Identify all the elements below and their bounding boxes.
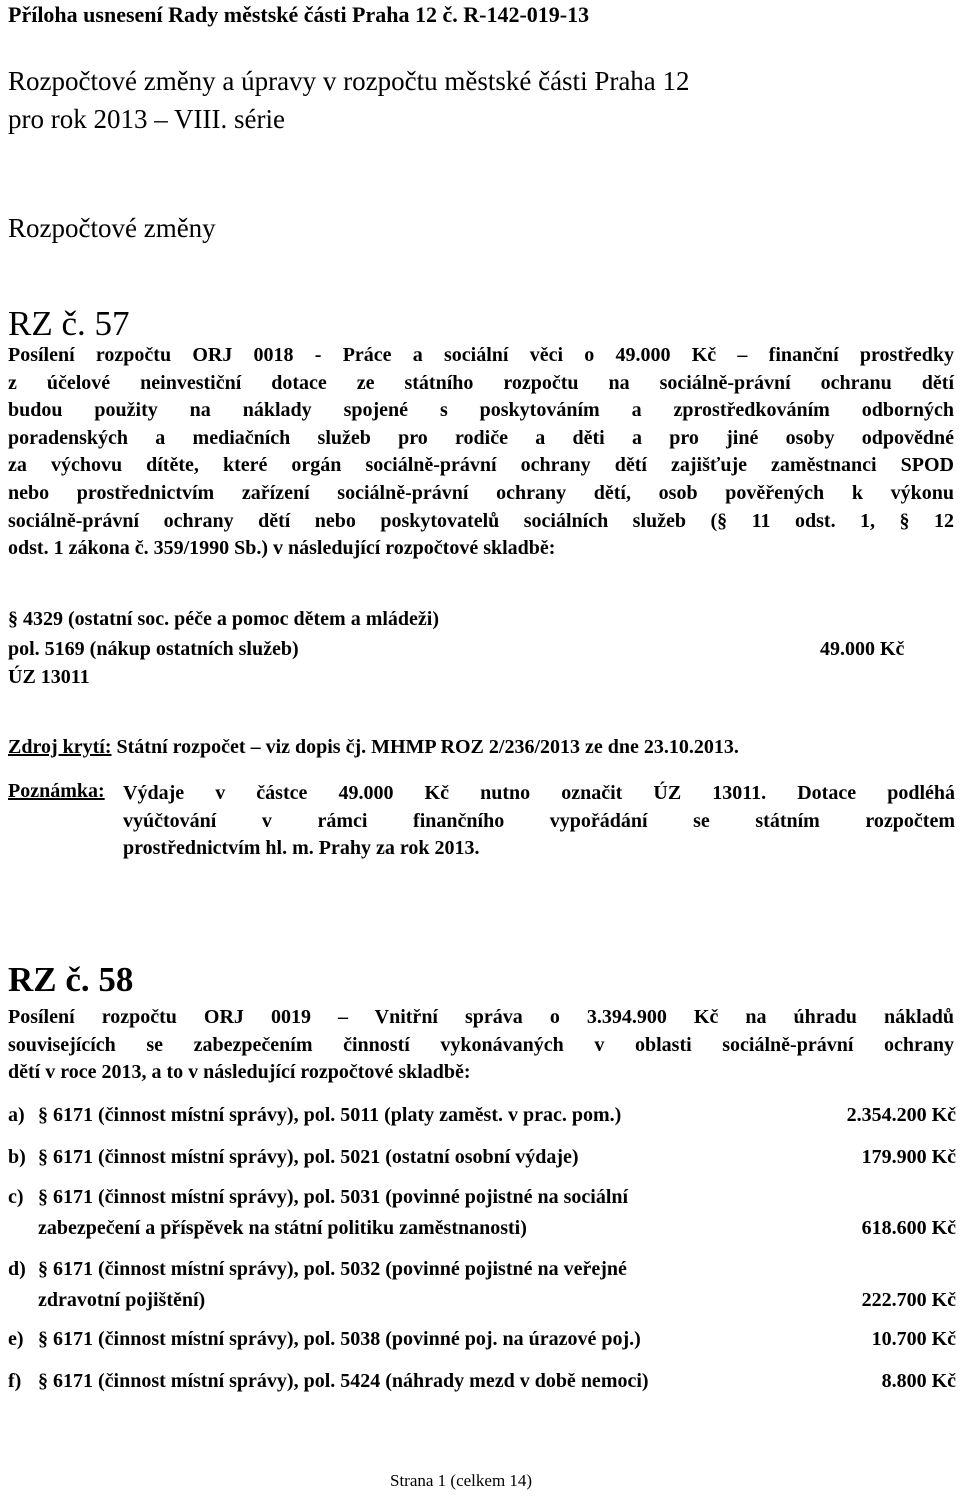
row-amount: 10.700 Kč	[871, 1328, 956, 1350]
note-line: Výdaje v částce 49.000 Kč nutno označit ÚZ 13011. Dotace podléhá	[123, 782, 955, 804]
rz57-budget-uz: ÚZ 13011	[8, 666, 90, 688]
rz57-line: z účelové neinvestiční dotace ze státního rozpočtu na sociálně-právní ochranu dětí	[8, 371, 954, 394]
row-label: f)	[8, 1370, 22, 1392]
rz57-line: budou použity na náklady spojené s poskytováním a zprostředkováním odborných	[8, 399, 954, 422]
row-amount: 2.354.200 Kč	[846, 1104, 956, 1126]
row-text: § 6171 (činnost místní správy), pol. 5011 (platy zaměst. v prac. pom.)	[38, 1104, 622, 1126]
rz57-paragraph	[8, 342, 954, 563]
rz57-heading: RZ č. 57	[8, 304, 130, 343]
row-text: § 6171 (činnost místní správy), pol. 5424 (náhrady mezd v době nemoci)	[38, 1370, 649, 1392]
row-label: b)	[8, 1146, 26, 1168]
doc-title-line2: pro rok 2013 – VIII. série	[8, 104, 285, 134]
document-header: Příloha usnesení Rady městské části Praha 12 č. R-142-019-13	[8, 2, 590, 27]
note-line: prostřednictvím hl. m. Prahy za rok 2013.	[123, 837, 480, 860]
row-text: § 6171 (činnost místní správy), pol. 5021 (ostatní osobní výdaje)	[38, 1146, 579, 1168]
row-amount: 179.900 Kč	[861, 1146, 956, 1168]
row-label: a)	[8, 1104, 25, 1126]
rz58-paragraph	[8, 1004, 954, 1087]
row-amount: 8.800 Kč	[881, 1370, 956, 1392]
rz57-line: sociálně-právní ochrany dětí nebo poskytovatelů sociálních služeb (§ 11 odst. 1, § 12	[8, 509, 954, 532]
row-text: § 6171 (činnost místní správy), pol. 5032 (povinné pojistné na veřejné	[38, 1258, 627, 1280]
rz58-line: Posílení rozpočtu ORJ 0019 – Vnitřní správa o 3.394.900 Kč na úhradu nákladů	[8, 1006, 954, 1028]
row-label: d)	[8, 1258, 26, 1280]
rz57-budget-section: § 4329 (ostatní soc. péče a pomoc dětem a mládeži)	[8, 608, 440, 630]
row-text: § 6171 (činnost místní správy), pol. 5038 (povinné poj. na úrazové poj.)	[38, 1328, 641, 1350]
row-text-continued: zabezpečení a příspěvek na státní politiku zaměstnanosti)	[38, 1217, 527, 1239]
rz57-line: za výchovu dítěte, které orgán sociálně-právní ochrany dětí zajišťuje zaměstnanci SPOD	[8, 454, 954, 477]
rz58-heading: RZ č. 58	[8, 960, 134, 999]
row-amount: 618.600 Kč	[861, 1217, 956, 1239]
rz57-line: Posílení rozpočtu ORJ 0018 - Práce a sociální věci o 49.000 Kč – finanční prostředky	[8, 344, 954, 366]
doc-title-line1: Rozpočtové změny a úpravy v rozpočtu městské části Praha 12	[8, 66, 690, 96]
row-text: § 6171 (činnost místní správy), pol. 5031 (povinné pojistné na sociální	[38, 1186, 629, 1208]
row-text-continued: zdravotní pojištění)	[38, 1289, 206, 1311]
note-line: vyúčtování v rámci finančního vypořádání se státním rozpočtem	[123, 809, 955, 832]
funding-label: Zdroj krytí:	[8, 736, 112, 758]
rz57-line: nebo prostřednictvím zařízení sociálně-právní ochrany dětí, osob pověřených k výkonu	[8, 481, 954, 504]
row-amount: 222.700 Kč	[861, 1289, 956, 1311]
funding-text: Státní rozpočet – viz dopis čj. MHMP ROZ 2/236/2013 ze dne 23.10.2013.	[116, 736, 739, 758]
rz57-budget-amount: 49.000 Kč	[820, 638, 905, 660]
note-label-wrap	[8, 780, 105, 803]
rz57-line: odst. 1 zákona č. 359/1990 Sb.) v následující rozpočtové skladbě:	[8, 537, 556, 560]
row-label: e)	[8, 1328, 24, 1350]
rz57-budget-item: pol. 5169 (nákup ostatních služeb)	[8, 638, 299, 660]
note-paragraph	[123, 780, 955, 863]
rz57-line: poradenských a mediačních služeb pro rodiče a děti a pro jiné osoby odpovědné	[8, 426, 954, 449]
page-number: Strana 1 (celkem 14)	[390, 1471, 533, 1490]
note-label: Poznámka:	[8, 780, 105, 802]
rz57-funding	[8, 736, 739, 759]
rz58-line: dětí v roce 2013, a to v následující rozpočtové skladbě:	[8, 1061, 471, 1084]
rz58-line: souvisejících se zabezpečením činností vykonávaných v oblasti sociálně-právní ochrany	[8, 1033, 954, 1056]
row-label: c)	[8, 1186, 24, 1208]
section-heading: Rozpočtové změny	[8, 213, 216, 243]
